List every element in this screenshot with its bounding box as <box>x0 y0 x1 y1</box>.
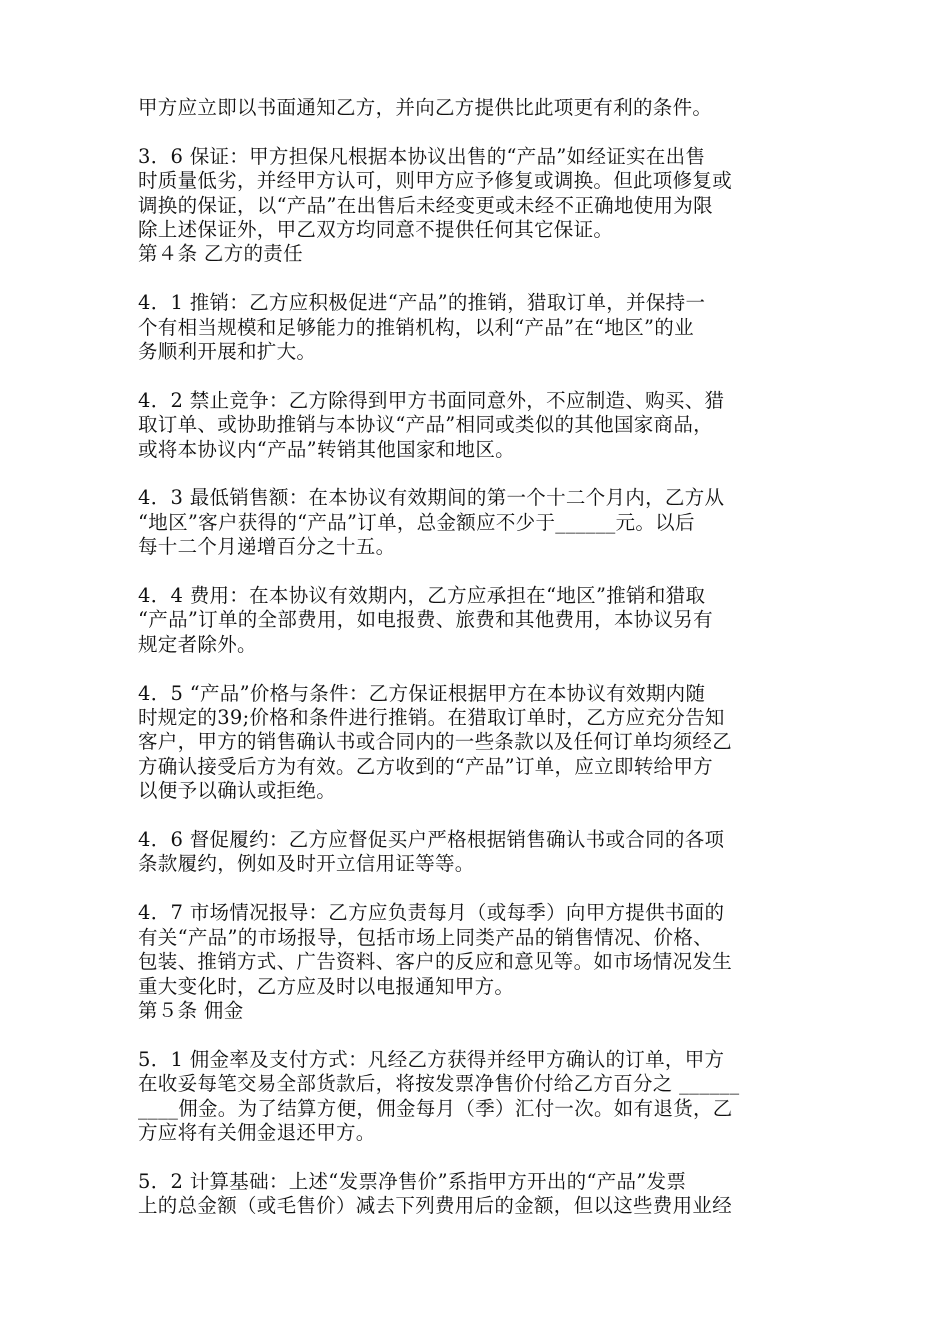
text-line: 取订单、或协助推销与本协议“产品”相同或类似的其他国家商品， <box>138 413 713 437</box>
text-line: 或将本协议内“产品”转销其他国家和地区。 <box>138 437 515 461</box>
paragraph-gap <box>138 462 818 486</box>
text-line: 上的总金额（或毛售价）减去下列费用后的金额，但以这些费用业经 <box>138 1194 733 1218</box>
paragraph-gap <box>138 804 818 828</box>
paragraph-gap <box>138 364 818 388</box>
paragraph-gap <box>138 120 818 144</box>
paragraph-gap <box>138 267 818 291</box>
text-line: 4．1 推销：乙方应积极促进“产品”的推销，猎取订单，并保持一 <box>138 291 706 315</box>
paragraph-gap <box>138 1145 818 1169</box>
text-line: 有关“产品”的市场报导，包括市场上同类产品的销售情况、价格、 <box>138 925 713 949</box>
text-line: 4．5 “产品”价格与条件：乙方保证根据甲方在本协议有效期内随 <box>138 681 706 705</box>
text-line: 5．2 计算基础：上述“发票净售价”系指甲方开出的“产品”发票 <box>138 1169 687 1193</box>
text-line: 4．6 督促履约：乙方应督促买户严格根据销售确认书或合同的各项 <box>138 828 725 852</box>
paragraph-gap <box>138 560 818 584</box>
text-line: 每十二个月递增百分之十五。 <box>138 535 396 559</box>
text-line: 时规定的39;价格和条件进行推销。在猎取订单时，乙方应充分告知 <box>138 706 725 730</box>
text-line: 5．1 佣金率及支付方式：凡经乙方获得并经甲方确认的订单，甲方 <box>138 1047 725 1071</box>
text-line: 条款履约，例如及时开立信用证等等。 <box>138 852 475 876</box>
text-line: 第４条 乙方的责任 <box>138 242 303 266</box>
text-line: 4．4 费用：在本协议有效期内，乙方应承担在“地区”推销和猎取 <box>138 584 706 608</box>
text-line: 个有相当规模和足够能力的推销机构，以利“产品”在“地区”的业 <box>138 315 694 339</box>
paragraph-gap <box>138 1023 818 1047</box>
paragraph-gap <box>138 657 818 681</box>
text-line: 时质量低劣，并经甲方认可，则甲方应予修复或调换。但此项修复或 <box>138 169 733 193</box>
text-line: 除上述保证外，甲乙双方均同意不提供任何其它保证。 <box>138 218 614 242</box>
text-line: “地区”客户获得的“产品”订单，总金额应不少于______元。以后 <box>138 510 695 534</box>
text-line: 调换的保证，以“产品”在出售后未经变更或未经不正确地使用为限 <box>138 193 713 217</box>
text-line: 包装、推销方式、广告资料、客户的反应和意见等。如市场情况发生 <box>138 950 733 974</box>
text-line: ____佣金。为了结算方便，佣金每月（季）汇付一次。如有退货，乙 <box>138 1096 733 1120</box>
text-line: 客户，甲方的销售确认书或合同内的一些条款以及任何订单均须经乙 <box>138 730 733 754</box>
text-line: 4．3 最低销售额：在本协议有效期间的第一个十二个月内，乙方从 <box>138 486 725 510</box>
text-line: 4．2 禁止竞争：乙方除得到甲方书面同意外，不应制造、购买、猎 <box>138 388 725 412</box>
text-line: 3．6 保证：甲方担保凡根据本协议出售的“产品”如经证实在出售 <box>138 144 706 168</box>
text-line: “产品”订单的全部费用，如电报费、旅费和其他费用，本协议另有 <box>138 608 713 632</box>
paragraph-gap <box>138 877 818 901</box>
text-line: 在收妥每笔交易全部货款后，将按发票净售价付给乙方百分之 ______ <box>138 1072 740 1096</box>
text-line: 规定者除外。 <box>138 632 257 656</box>
text-line: 甲方应立即以书面通知乙方，并向乙方提供比此项更有利的条件。 <box>138 96 713 119</box>
text-line: 方确认接受后方为有效。乙方收到的“产品”订单，应立即转给甲方 <box>138 754 713 778</box>
text-line: 务顺利开展和扩大。 <box>138 340 317 364</box>
text-line: 方应将有关佣金退还甲方。 <box>138 1120 376 1144</box>
text-line: 以便予以确认或拒绝。 <box>138 779 337 803</box>
text-line: 第５条 佣金 <box>138 998 244 1022</box>
document-page <box>138 96 818 1219</box>
text-line: 4．7 市场情况报导：乙方应负责每月（或每季）向甲方提供书面的 <box>138 901 725 925</box>
text-line: 重大变化时，乙方应及时以电报通知甲方。 <box>138 974 515 998</box>
